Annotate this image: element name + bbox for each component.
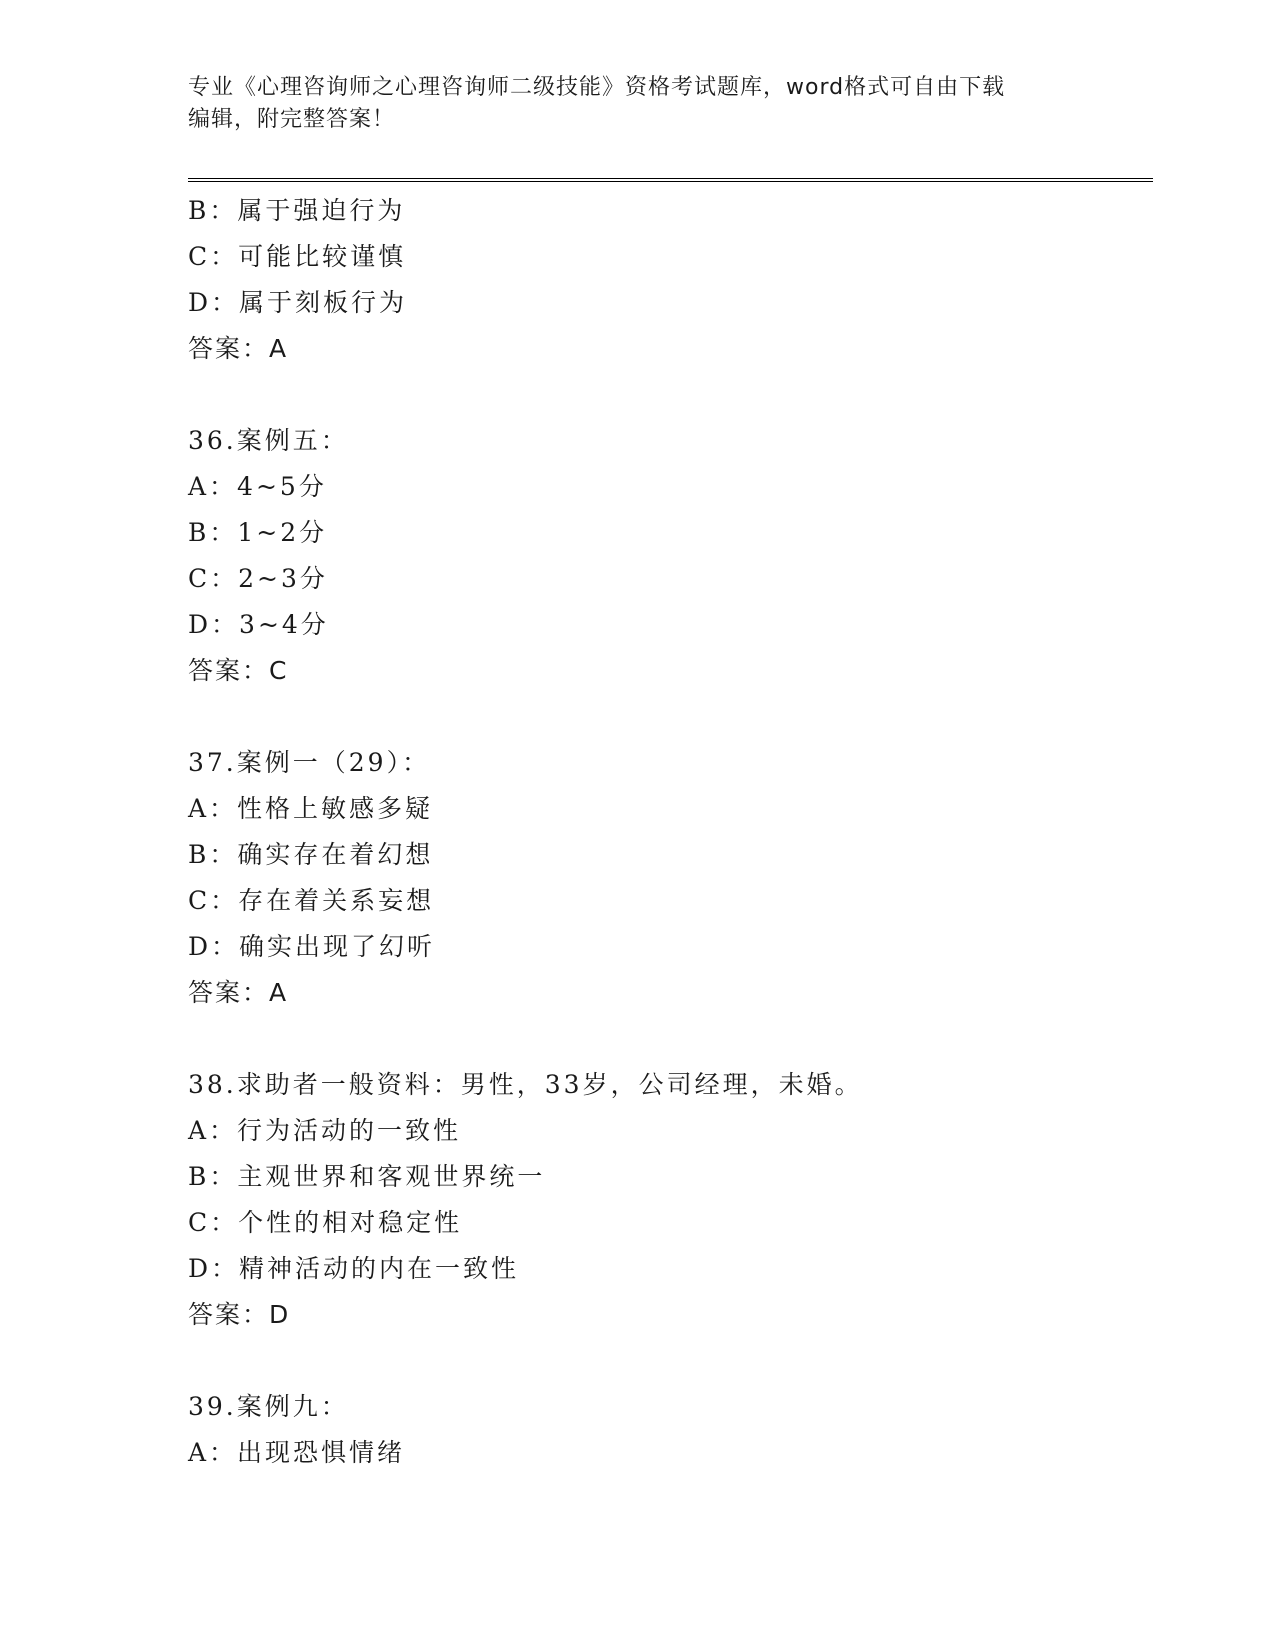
option-d: D：属于刻板行为 bbox=[188, 288, 408, 317]
option-d: D：确实出现了幻听 bbox=[188, 932, 436, 961]
question-block-38 bbox=[188, 1062, 1148, 1338]
option-c: C：可能比较谨慎 bbox=[188, 242, 407, 271]
header-line-1: 专业《心理咨询师之心理咨询师二级技能》资格考试题库，word格式可自由下载 bbox=[188, 75, 1006, 100]
question-title: 38.求助者一般资料：男性，33岁，公司经理，未婚。 bbox=[188, 1070, 863, 1099]
question-block-39 bbox=[188, 1384, 1148, 1476]
spacer bbox=[188, 694, 1148, 740]
option-a: A：4~5分 bbox=[188, 472, 327, 501]
option-c: C：个性的相对稳定性 bbox=[188, 1208, 463, 1237]
option-b: B：1~2分 bbox=[188, 518, 328, 547]
spacer bbox=[188, 1338, 1148, 1384]
option-a: A：性格上敏感多疑 bbox=[188, 794, 434, 823]
option-a: A：出现恐惧情绪 bbox=[188, 1438, 406, 1467]
option-d: D：精神活动的内在一致性 bbox=[188, 1254, 520, 1283]
question-block-prev bbox=[188, 188, 1148, 372]
option-c: C：存在着关系妄想 bbox=[188, 886, 435, 915]
spacer bbox=[188, 1016, 1148, 1062]
document-header bbox=[188, 72, 1088, 136]
question-title: 36.案例五： bbox=[188, 426, 349, 455]
answer-line: 答案：C bbox=[188, 656, 289, 685]
answer-line: 答案：A bbox=[188, 334, 289, 363]
option-b: B：确实存在着幻想 bbox=[188, 840, 434, 869]
answer-line: 答案：A bbox=[188, 978, 289, 1007]
question-list bbox=[188, 188, 1148, 1476]
question-block-36 bbox=[188, 418, 1148, 694]
option-b: B：属于强迫行为 bbox=[188, 196, 406, 225]
answer-line: 答案：D bbox=[188, 1300, 291, 1329]
spacer bbox=[188, 372, 1148, 418]
header-line-2: 编辑，附完整答案！ bbox=[188, 107, 396, 132]
question-title: 37.案例一（29）： bbox=[188, 748, 431, 777]
question-title: 39.案例九： bbox=[188, 1392, 349, 1421]
option-d: D：3~4分 bbox=[188, 610, 329, 639]
option-a: A：行为活动的一致性 bbox=[188, 1116, 462, 1145]
option-c: C：2~3分 bbox=[188, 564, 328, 593]
question-block-37 bbox=[188, 740, 1148, 1016]
header-divider bbox=[188, 178, 1153, 182]
option-b: B：主观世界和客观世界统一 bbox=[188, 1162, 546, 1191]
